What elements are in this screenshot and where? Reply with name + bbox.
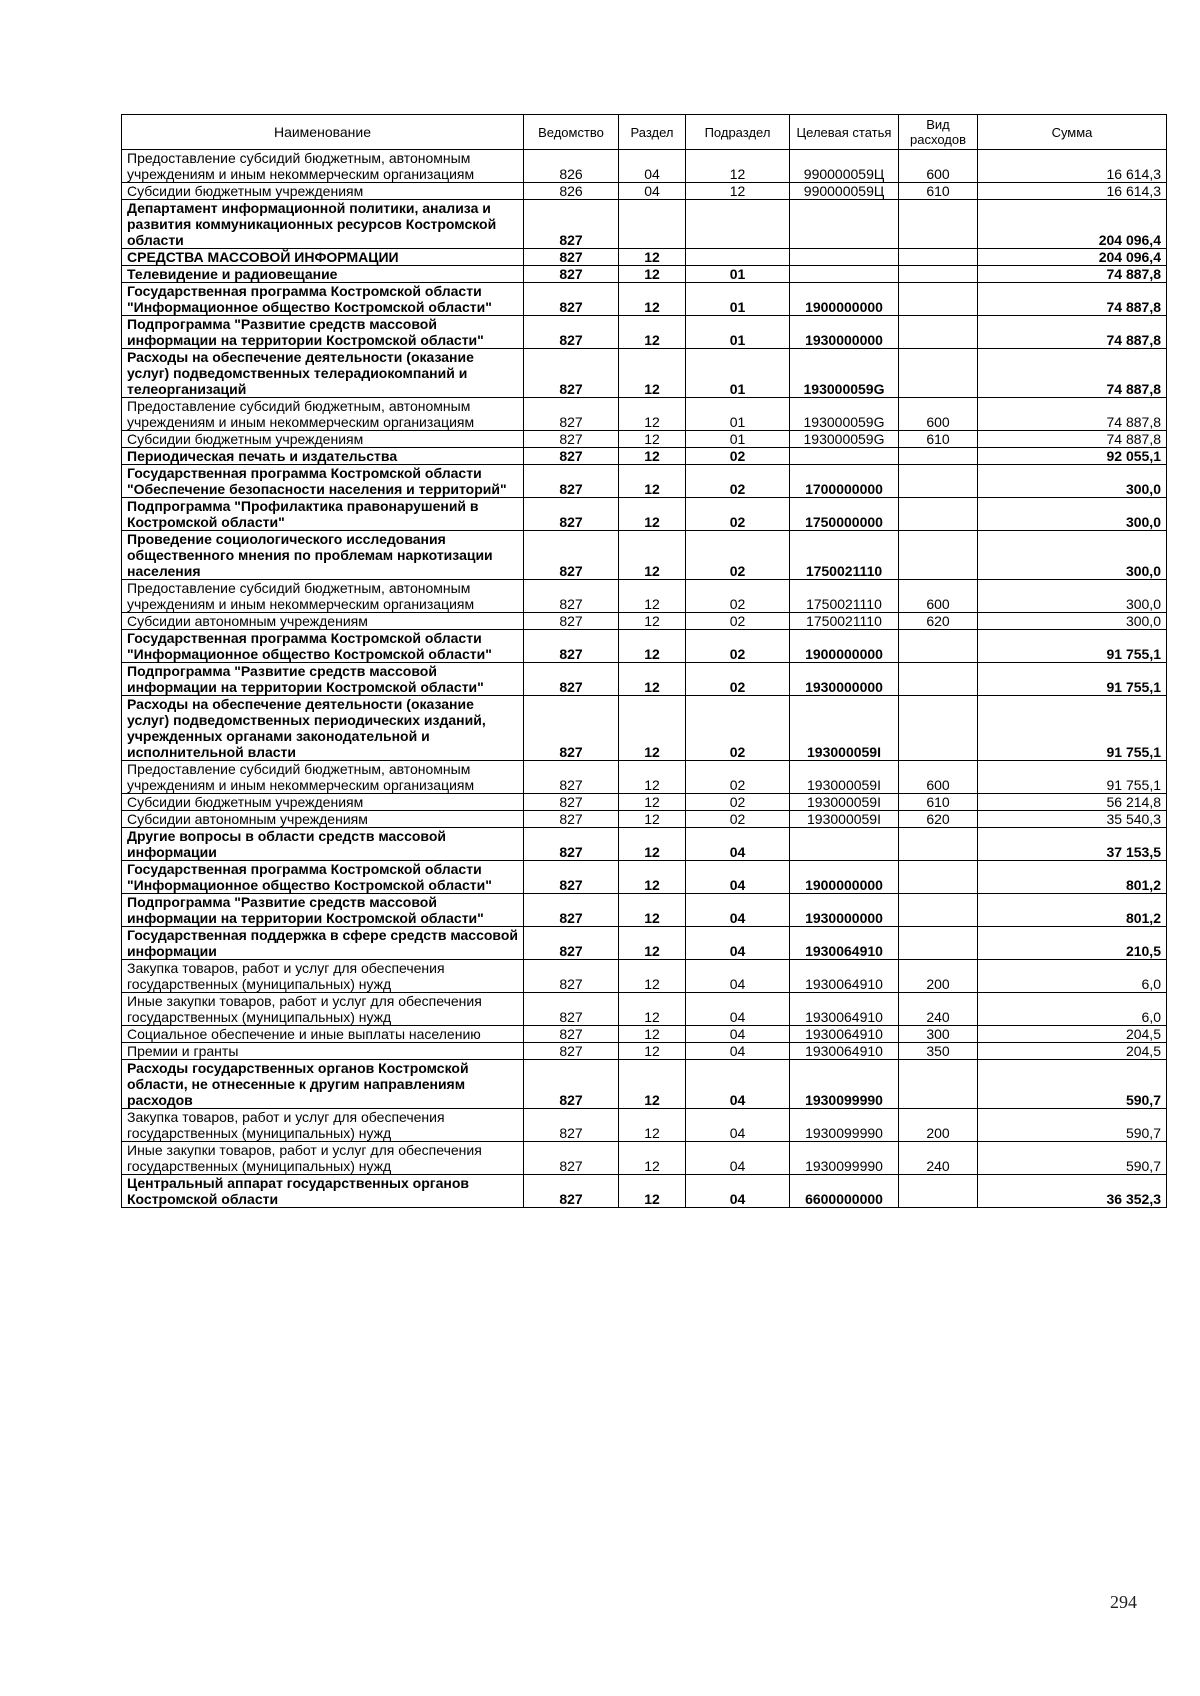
budget-table — [121, 114, 1167, 1208]
row-celevaya: 1930000000 — [790, 663, 899, 696]
row-name: Субсидии автономным учреждениям — [122, 811, 524, 828]
table-row — [122, 1026, 1167, 1043]
row-celevaya: 1900000000 — [790, 283, 899, 316]
row-podrazdel — [686, 249, 790, 266]
table-row — [122, 1060, 1167, 1109]
row-summa: 801,2 — [978, 894, 1167, 927]
row-celevaya: 1930064910 — [790, 960, 899, 993]
row-razdel: 12 — [619, 1060, 686, 1109]
row-podrazdel: 01 — [686, 349, 790, 398]
row-summa: 74 887,8 — [978, 349, 1167, 398]
row-celevaya: 1750000000 — [790, 498, 899, 531]
row-summa: 92 055,1 — [978, 448, 1167, 465]
row-name: Предоставление субсидий бюджетным, автономным учреждениям и иным некоммерческим организациям — [122, 580, 524, 613]
row-podrazdel: 04 — [686, 927, 790, 960]
table-header-row — [122, 115, 1167, 150]
table-row — [122, 283, 1167, 316]
row-celevaya: 1750021110 — [790, 613, 899, 630]
row-name: Подпрограмма "Развитие средств массовой информации на территории Костромской области" — [122, 663, 524, 696]
row-vid: 620 — [899, 613, 978, 630]
row-podrazdel: 02 — [686, 531, 790, 580]
row-celevaya: 1700000000 — [790, 465, 899, 498]
row-razdel: 04 — [619, 183, 686, 200]
table-row — [122, 861, 1167, 894]
row-celevaya: 1930099990 — [790, 1142, 899, 1175]
header-vedomstvo: Ведомство — [524, 115, 619, 150]
table-row — [122, 1043, 1167, 1060]
row-vedomstvo: 827 — [524, 316, 619, 349]
row-vedomstvo: 827 — [524, 465, 619, 498]
row-summa: 590,7 — [978, 1142, 1167, 1175]
row-podrazdel: 04 — [686, 1043, 790, 1060]
row-celevaya: 990000059Ц — [790, 183, 899, 200]
row-celevaya: 6600000000 — [790, 1175, 899, 1208]
row-summa: 590,7 — [978, 1109, 1167, 1142]
row-podrazdel: 02 — [686, 613, 790, 630]
row-celevaya: 193000059I — [790, 811, 899, 828]
row-podrazdel: 04 — [686, 861, 790, 894]
row-name: Государственная поддержка в сфере средств массовой информации — [122, 927, 524, 960]
row-vedomstvo: 827 — [524, 894, 619, 927]
row-summa: 56 214,8 — [978, 794, 1167, 811]
table-row — [122, 1142, 1167, 1175]
row-summa: 74 887,8 — [978, 283, 1167, 316]
row-podrazdel: 01 — [686, 398, 790, 431]
table-row — [122, 349, 1167, 398]
row-razdel: 12 — [619, 630, 686, 663]
row-vid — [899, 1175, 978, 1208]
row-podrazdel: 04 — [686, 960, 790, 993]
row-razdel: 12 — [619, 398, 686, 431]
row-razdel: 12 — [619, 794, 686, 811]
row-vid — [899, 249, 978, 266]
row-podrazdel — [686, 200, 790, 249]
table-row — [122, 316, 1167, 349]
row-razdel: 12 — [619, 266, 686, 283]
row-celevaya: 1750021110 — [790, 580, 899, 613]
row-vedomstvo: 827 — [524, 1043, 619, 1060]
row-vid — [899, 531, 978, 580]
table-row — [122, 761, 1167, 794]
row-podrazdel: 02 — [686, 696, 790, 761]
row-vid: 600 — [899, 150, 978, 183]
row-vedomstvo: 827 — [524, 927, 619, 960]
row-vedomstvo: 827 — [524, 828, 619, 861]
row-vedomstvo: 827 — [524, 630, 619, 663]
row-vedomstvo: 827 — [524, 960, 619, 993]
page-number: 294 — [1110, 1592, 1137, 1612]
row-vid: 240 — [899, 993, 978, 1026]
row-razdel: 12 — [619, 349, 686, 398]
row-summa: 801,2 — [978, 861, 1167, 894]
row-vedomstvo: 827 — [524, 1142, 619, 1175]
row-vedomstvo: 827 — [524, 794, 619, 811]
row-celevaya: 1930000000 — [790, 316, 899, 349]
row-name: Субсидии бюджетным учреждениям — [122, 183, 524, 200]
row-vedomstvo: 826 — [524, 183, 619, 200]
row-vid — [899, 283, 978, 316]
row-summa: 91 755,1 — [978, 630, 1167, 663]
row-vedomstvo: 827 — [524, 1175, 619, 1208]
row-celevaya: 193000059I — [790, 761, 899, 794]
row-vid — [899, 663, 978, 696]
row-name: Субсидии автономным учреждениям — [122, 613, 524, 630]
row-podrazdel: 12 — [686, 183, 790, 200]
row-celevaya: 1930099990 — [790, 1109, 899, 1142]
row-summa: 300,0 — [978, 580, 1167, 613]
row-razdel: 12 — [619, 696, 686, 761]
row-name: Подпрограмма "Профилактика правонарушений в Костромской области" — [122, 498, 524, 531]
row-podrazdel: 02 — [686, 663, 790, 696]
row-razdel: 12 — [619, 1142, 686, 1175]
row-podrazdel: 01 — [686, 266, 790, 283]
row-summa: 91 755,1 — [978, 663, 1167, 696]
row-razdel: 12 — [619, 960, 686, 993]
row-summa: 35 540,3 — [978, 811, 1167, 828]
row-vedomstvo: 827 — [524, 580, 619, 613]
row-name: Центральный аппарат государственных органов Костромской области — [122, 1175, 524, 1208]
row-vedomstvo: 827 — [524, 448, 619, 465]
row-vid — [899, 630, 978, 663]
row-summa: 91 755,1 — [978, 696, 1167, 761]
table-row — [122, 993, 1167, 1026]
row-razdel: 12 — [619, 811, 686, 828]
row-summa: 16 614,3 — [978, 150, 1167, 183]
row-razdel: 12 — [619, 613, 686, 630]
row-name: Расходы на обеспечение деятельности (оказание услуг) подведомственных телерадиокомпаний и телеорганизаций — [122, 349, 524, 398]
row-summa: 74 887,8 — [978, 431, 1167, 448]
row-podrazdel: 04 — [686, 1060, 790, 1109]
table-row — [122, 1109, 1167, 1142]
row-summa: 300,0 — [978, 465, 1167, 498]
row-name: Закупка товаров, работ и услуг для обеспечения государственных (муниципальных) нужд — [122, 960, 524, 993]
table-row — [122, 828, 1167, 861]
table-row — [122, 249, 1167, 266]
table-row — [122, 398, 1167, 431]
table-row — [122, 150, 1167, 183]
row-name: Закупка товаров, работ и услуг для обеспечения государственных (муниципальных) нужд — [122, 1109, 524, 1142]
row-razdel: 12 — [619, 249, 686, 266]
header-name: Наименование — [122, 115, 524, 150]
row-celevaya: 1930064910 — [790, 1026, 899, 1043]
row-vid: 610 — [899, 431, 978, 448]
row-vid — [899, 894, 978, 927]
row-vid: 200 — [899, 960, 978, 993]
row-celevaya: 1930064910 — [790, 993, 899, 1026]
row-name: Иные закупки товаров, работ и услуг для обеспечения государственных (муниципальных) нужд — [122, 1142, 524, 1175]
row-vedomstvo: 827 — [524, 498, 619, 531]
row-celevaya: 193000059G — [790, 398, 899, 431]
row-summa: 204 096,4 — [978, 200, 1167, 249]
row-celevaya: 1900000000 — [790, 630, 899, 663]
row-vid: 350 — [899, 1043, 978, 1060]
row-name: Телевидение и радиовещание — [122, 266, 524, 283]
table-row — [122, 183, 1167, 200]
row-name: Предоставление субсидий бюджетным, автономным учреждениям и иным некоммерческим организациям — [122, 398, 524, 431]
row-razdel: 12 — [619, 498, 686, 531]
row-name: Периодическая печать и издательства — [122, 448, 524, 465]
row-vid — [899, 696, 978, 761]
row-summa: 74 887,8 — [978, 398, 1167, 431]
row-razdel: 12 — [619, 283, 686, 316]
table-row — [122, 613, 1167, 630]
row-celevaya: 1930000000 — [790, 894, 899, 927]
table-row — [122, 531, 1167, 580]
row-summa: 204,5 — [978, 1043, 1167, 1060]
row-celevaya: 1750021110 — [790, 531, 899, 580]
row-celevaya: 1930064910 — [790, 927, 899, 960]
row-podrazdel: 04 — [686, 1026, 790, 1043]
row-summa: 204,5 — [978, 1026, 1167, 1043]
row-vedomstvo: 827 — [524, 1026, 619, 1043]
row-summa: 300,0 — [978, 498, 1167, 531]
row-summa: 300,0 — [978, 613, 1167, 630]
row-podrazdel: 02 — [686, 448, 790, 465]
row-vid: 620 — [899, 811, 978, 828]
row-celevaya: 193000059I — [790, 696, 899, 761]
row-razdel: 12 — [619, 894, 686, 927]
row-vid: 600 — [899, 398, 978, 431]
row-razdel: 12 — [619, 1175, 686, 1208]
row-podrazdel: 01 — [686, 283, 790, 316]
row-vedomstvo: 826 — [524, 150, 619, 183]
table-row — [122, 630, 1167, 663]
row-celevaya — [790, 266, 899, 283]
table-row — [122, 465, 1167, 498]
row-celevaya: 1930099990 — [790, 1060, 899, 1109]
row-podrazdel: 02 — [686, 794, 790, 811]
row-razdel: 12 — [619, 531, 686, 580]
row-vid: 240 — [899, 1142, 978, 1175]
row-celevaya: 193000059G — [790, 431, 899, 448]
row-podrazdel: 04 — [686, 894, 790, 927]
row-vedomstvo: 827 — [524, 431, 619, 448]
row-vid: 610 — [899, 183, 978, 200]
row-razdel: 12 — [619, 663, 686, 696]
row-vedomstvo: 827 — [524, 1109, 619, 1142]
row-name: Расходы государственных органов Костромской области, не отнесенные к другим направлениям расходов — [122, 1060, 524, 1109]
row-podrazdel: 12 — [686, 150, 790, 183]
row-vedomstvo: 827 — [524, 663, 619, 696]
row-name: Подпрограмма "Развитие средств массовой информации на территории Костромской области" — [122, 894, 524, 927]
row-vedomstvo: 827 — [524, 398, 619, 431]
row-razdel: 12 — [619, 761, 686, 794]
row-summa: 204 096,4 — [978, 249, 1167, 266]
row-summa: 91 755,1 — [978, 761, 1167, 794]
row-vid: 610 — [899, 794, 978, 811]
row-summa: 74 887,8 — [978, 316, 1167, 349]
row-vedomstvo: 827 — [524, 200, 619, 249]
row-vid — [899, 465, 978, 498]
row-name: Государственная программа Костромской области "Информационное общество Костромской области" — [122, 630, 524, 663]
row-vid: 600 — [899, 761, 978, 794]
row-razdel — [619, 200, 686, 249]
row-podrazdel: 04 — [686, 1142, 790, 1175]
row-podrazdel: 01 — [686, 316, 790, 349]
row-name: Предоставление субсидий бюджетным, автономным учреждениям и иным некоммерческим организациям — [122, 761, 524, 794]
table-row — [122, 431, 1167, 448]
row-podrazdel: 02 — [686, 580, 790, 613]
row-vid — [899, 927, 978, 960]
row-name: Субсидии бюджетным учреждениям — [122, 431, 524, 448]
header-summa: Сумма — [978, 115, 1167, 150]
row-name: СРЕДСТВА МАССОВОЙ ИНФОРМАЦИИ — [122, 249, 524, 266]
row-name: Проведение социологического исследования общественного мнения по проблемам наркотизации населения — [122, 531, 524, 580]
row-podrazdel: 02 — [686, 498, 790, 531]
table-row — [122, 663, 1167, 696]
row-name: Расходы на обеспечение деятельности (оказание услуг) подведомственных периодических изданий, учрежденных органами законодательной и исполнительной власти — [122, 696, 524, 761]
row-vedomstvo: 827 — [524, 696, 619, 761]
row-razdel: 12 — [619, 1026, 686, 1043]
row-podrazdel: 04 — [686, 1109, 790, 1142]
table-row — [122, 200, 1167, 249]
row-name: Подпрограмма "Развитие средств массовой информации на территории Костромской области" — [122, 316, 524, 349]
row-celevaya: 1930064910 — [790, 1043, 899, 1060]
table-row — [122, 960, 1167, 993]
row-summa: 37 153,5 — [978, 828, 1167, 861]
row-vedomstvo: 827 — [524, 811, 619, 828]
row-podrazdel: 02 — [686, 465, 790, 498]
row-summa: 16 614,3 — [978, 183, 1167, 200]
row-summa: 590,7 — [978, 1060, 1167, 1109]
row-vid — [899, 498, 978, 531]
row-vid — [899, 316, 978, 349]
table-row — [122, 266, 1167, 283]
header-podrazdel: Подраздел — [686, 115, 790, 150]
row-razdel: 12 — [619, 431, 686, 448]
row-vid: 300 — [899, 1026, 978, 1043]
row-vedomstvo: 827 — [524, 349, 619, 398]
row-vedomstvo: 827 — [524, 861, 619, 894]
row-vid — [899, 861, 978, 894]
table-row — [122, 1175, 1167, 1208]
row-summa: 74 887,8 — [978, 266, 1167, 283]
table-body — [122, 150, 1167, 1208]
row-vid — [899, 448, 978, 465]
row-summa: 6,0 — [978, 993, 1167, 1026]
row-name: Государственная программа Костромской области "Обеспечение безопасности населения и территорий" — [122, 465, 524, 498]
row-name: Иные закупки товаров, работ и услуг для обеспечения государственных (муниципальных) нужд — [122, 993, 524, 1026]
row-razdel: 04 — [619, 150, 686, 183]
row-celevaya — [790, 448, 899, 465]
row-celevaya — [790, 828, 899, 861]
header-celevaya: Целевая статья — [790, 115, 899, 150]
header-razdel: Раздел — [619, 115, 686, 150]
table-row — [122, 894, 1167, 927]
table-row — [122, 927, 1167, 960]
row-name: Другие вопросы в области средств массовой информации — [122, 828, 524, 861]
header-vid: Вид расходов — [899, 115, 978, 150]
table-row — [122, 794, 1167, 811]
row-vedomstvo: 827 — [524, 266, 619, 283]
row-vedomstvo: 827 — [524, 531, 619, 580]
row-summa: 6,0 — [978, 960, 1167, 993]
row-vedomstvo: 827 — [524, 613, 619, 630]
row-vedomstvo: 827 — [524, 283, 619, 316]
row-razdel: 12 — [619, 465, 686, 498]
row-podrazdel: 02 — [686, 630, 790, 663]
row-name: Социальное обеспечение и иные выплаты населению — [122, 1026, 524, 1043]
row-podrazdel: 04 — [686, 828, 790, 861]
table-row — [122, 580, 1167, 613]
row-vedomstvo: 827 — [524, 249, 619, 266]
row-celevaya — [790, 200, 899, 249]
table-row — [122, 448, 1167, 465]
row-razdel: 12 — [619, 448, 686, 465]
row-celevaya: 193000059G — [790, 349, 899, 398]
row-summa: 36 352,3 — [978, 1175, 1167, 1208]
row-name: Государственная программа Костромской области "Информационное общество Костромской области" — [122, 861, 524, 894]
row-name: Департамент информационной политики, анализа и развития коммуникационных ресурсов Костромской области — [122, 200, 524, 249]
row-razdel: 12 — [619, 828, 686, 861]
row-vid — [899, 266, 978, 283]
table-row — [122, 696, 1167, 761]
row-vid — [899, 828, 978, 861]
row-vedomstvo: 827 — [524, 761, 619, 794]
row-podrazdel: 01 — [686, 431, 790, 448]
row-summa: 210,5 — [978, 927, 1167, 960]
row-vid: 600 — [899, 580, 978, 613]
row-razdel: 12 — [619, 993, 686, 1026]
row-razdel: 12 — [619, 1043, 686, 1060]
row-celevaya: 193000059I — [790, 794, 899, 811]
table-row — [122, 811, 1167, 828]
row-razdel: 12 — [619, 1109, 686, 1142]
row-razdel: 12 — [619, 580, 686, 613]
table-row — [122, 498, 1167, 531]
row-name: Субсидии бюджетным учреждениям — [122, 794, 524, 811]
row-podrazdel: 04 — [686, 993, 790, 1026]
row-podrazdel: 02 — [686, 761, 790, 794]
row-name: Предоставление субсидий бюджетным, автономным учреждениям и иным некоммерческим организациям — [122, 150, 524, 183]
row-podrazdel: 04 — [686, 1175, 790, 1208]
row-name: Премии и гранты — [122, 1043, 524, 1060]
row-vid: 200 — [899, 1109, 978, 1142]
row-celevaya: 990000059Ц — [790, 150, 899, 183]
row-celevaya: 1900000000 — [790, 861, 899, 894]
row-razdel: 12 — [619, 861, 686, 894]
row-vedomstvo: 827 — [524, 1060, 619, 1109]
row-razdel: 12 — [619, 927, 686, 960]
row-summa: 300,0 — [978, 531, 1167, 580]
row-vedomstvo: 827 — [524, 993, 619, 1026]
row-vid — [899, 1060, 978, 1109]
row-name: Государственная программа Костромской области "Информационное общество Костромской области" — [122, 283, 524, 316]
row-vid — [899, 200, 978, 249]
row-razdel: 12 — [619, 316, 686, 349]
row-podrazdel: 02 — [686, 811, 790, 828]
row-celevaya — [790, 249, 899, 266]
row-vid — [899, 349, 978, 398]
